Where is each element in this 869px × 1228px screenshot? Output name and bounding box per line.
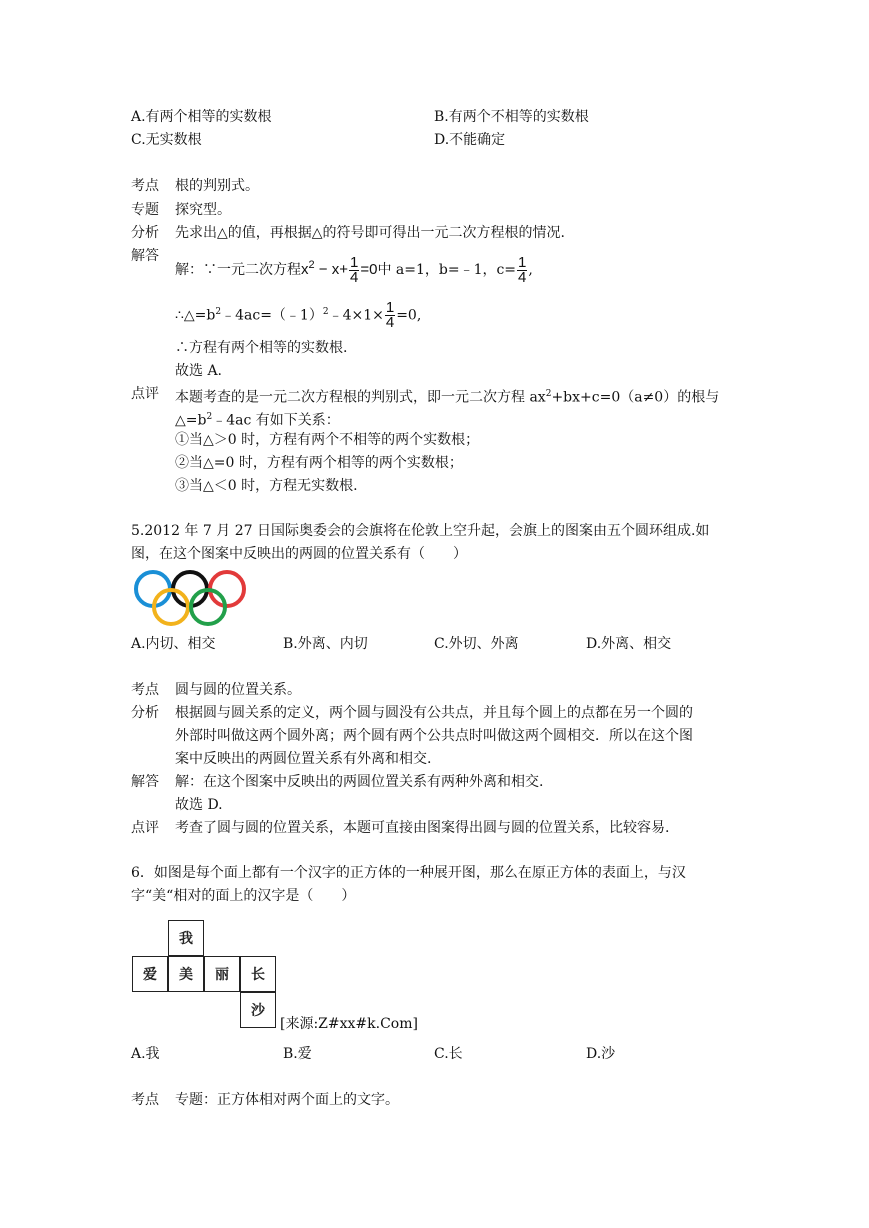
q4-kaodian-text: 根的判别式。 xyxy=(175,178,259,194)
q5-kaodian-label: 考点 xyxy=(131,682,159,698)
jieda-2-mid: ﹣4ac=（﹣1） xyxy=(221,307,323,324)
olympic-rings-figure xyxy=(131,569,249,629)
ring-blue xyxy=(136,572,170,606)
ring-black xyxy=(173,572,207,606)
q5-option-b: B.外离、内切 xyxy=(283,636,368,652)
q4-jieda-line-1 xyxy=(175,250,533,285)
eq-mid: − x+ xyxy=(314,261,348,278)
q5-stem-line-1: 5.2012 年 7 月 27 日国际奥委会的会旗将在伦敦上空升起，会旗上的图案由五个圆环组成.如 xyxy=(131,523,710,539)
net-cell-sha: 沙 xyxy=(240,992,276,1028)
q6-kaodian-label: 考点 xyxy=(131,1092,159,1108)
q6-option-d: D.沙 xyxy=(586,1046,616,1062)
q4-jieda-line-3: ∴方程有两个相等的实数根. xyxy=(175,340,348,356)
jieda-2-mid2: ﹣4×1× xyxy=(328,307,384,324)
q5-option-d: D.外离、相交 xyxy=(586,636,672,652)
eq-frac-num: 1 xyxy=(349,253,359,271)
q5-option-a: A.内切、相交 xyxy=(131,636,216,652)
q4-zhuanti-label: 专题 xyxy=(131,202,159,218)
q6-option-c: C.长 xyxy=(434,1046,463,1062)
q4-option-d: D.不能确定 xyxy=(434,132,506,148)
q5-fenxi-line-2: 外部时叫做这两个圆外离；两个圆有两个公共点时叫做这两个圆相交．所以在这个图 xyxy=(175,728,693,744)
q4-zhuanti-text: 探究型。 xyxy=(175,202,231,218)
net-cell-li: 丽 xyxy=(204,956,240,992)
ring-green xyxy=(191,590,225,624)
q6-option-b: B.爱 xyxy=(283,1046,312,1062)
q6-source-note: [来源:Z#xx#k.Com] xyxy=(280,1016,418,1032)
q5-fenxi-label: 分析 xyxy=(131,705,159,721)
eq-exponent: 2 xyxy=(308,259,315,271)
ring-red xyxy=(210,572,244,606)
q4-kaodian-label: 考点 xyxy=(131,178,159,194)
q5-fenxi-line-1: 根据圆与圆关系的定义，两个圆与圆没有公共点，并且每个圆上的点都在另一个圆的 xyxy=(175,705,693,721)
equation xyxy=(301,253,378,286)
q5-stem-line-2: 图，在这个图案中反映出的两圆的位置关系有（ ） xyxy=(131,546,467,562)
q4-dianping-line-2 xyxy=(175,407,340,431)
q4-dianping-line-5: ③当△＜0 时，方程无实数根. xyxy=(175,478,358,494)
eq-end: =0 xyxy=(360,261,378,278)
dianping-1-sup: 2 xyxy=(545,389,552,399)
q4-dianping-line-1 xyxy=(175,384,719,408)
q5-jieda-line-1: 解：在这个图案中反映出的两圆位置关系有两种外离和相交. xyxy=(175,774,544,790)
q4-option-b: B.有两个不相等的实数根 xyxy=(434,109,589,125)
jieda-1-end: , xyxy=(528,262,533,278)
eq-x: x xyxy=(301,261,309,278)
q4-fenxi-text: 先求出△的值，再根据△的符号即可得出一元二次方程根的情况. xyxy=(175,225,565,241)
net-cell-wo: 我 xyxy=(168,920,204,956)
q6-stem-line-2: 字“美“相对的面上的汉字是（ ） xyxy=(131,888,356,904)
q4-dianping-line-3: ①当△＞0 时，方程有两个不相等的两个实数根； xyxy=(175,432,480,448)
dianping-1-end: +bx+c=0（a≠0）的根与 xyxy=(551,389,720,406)
jieda-2-pre: ∴△=b xyxy=(175,307,216,324)
dianping-2-pre: △=b xyxy=(175,412,207,429)
q5-jieda-label: 解答 xyxy=(131,774,159,790)
c-frac-den: 4 xyxy=(518,268,527,286)
q4-jieda-line-4: 故选 A. xyxy=(175,363,223,379)
dianping-1-pre: 本题考查的是一元二次方程根的判别式，即一元二次方程 ax xyxy=(175,389,546,406)
q5-option-c: C.外切、外离 xyxy=(434,636,519,652)
ring-yellow xyxy=(154,590,188,624)
q4-jieda-line-2 xyxy=(175,297,421,331)
q6-option-a: A.我 xyxy=(131,1046,160,1062)
net-cell-chang: 长 xyxy=(240,956,276,992)
net-cell-mei: 美 xyxy=(168,956,204,992)
c-frac-num: 1 xyxy=(518,253,527,271)
dianping-2-end: ﹣4ac 有如下关系： xyxy=(212,412,340,429)
q5-dianping-label: 点评 xyxy=(131,820,159,836)
dianping-2-sup: 2 xyxy=(206,412,213,422)
q5-kaodian-text: 圆与圆的位置关系。 xyxy=(175,682,301,698)
jieda-1-mid: 中 a=1，b=﹣1，c= xyxy=(377,262,517,278)
q6-stem-line-1: 6．如图是每个面上都有一个汉字的正方体的一种展开图，那么在原正方体的表面上，与汉 xyxy=(131,865,686,881)
q4-fenxi-label: 分析 xyxy=(131,225,159,241)
d-fraction xyxy=(385,301,395,330)
q4-dianping-label: 点评 xyxy=(131,386,159,402)
q6-kaodian-text: 专题：正方体相对两个面上的文字。 xyxy=(175,1092,399,1108)
q4-dianping-line-4: ②当△=0 时，方程有两个相等的两个实数根； xyxy=(175,455,463,471)
q5-dianping-text: 考查了圆与圆的位置关系，本题可直接由图案得出圆与圆的位置关系，比较容易. xyxy=(175,820,670,836)
d-frac-den: 4 xyxy=(385,314,395,332)
net-cell-ai: 爱 xyxy=(132,956,168,992)
eq-frac-den: 4 xyxy=(349,268,359,286)
jieda-2-sup: 2 xyxy=(215,307,222,317)
d-frac-num: 1 xyxy=(385,299,395,317)
q4-option-a: A.有两个相等的实数根 xyxy=(131,109,272,125)
q5-fenxi-line-3: 案中反映出的两圆位置关系有外离和相交. xyxy=(175,751,432,767)
jieda-2-end: =0, xyxy=(396,307,422,324)
jieda-2-sup2: 2 xyxy=(322,307,329,317)
eq-fraction xyxy=(349,253,359,286)
q4-jieda-label: 解答 xyxy=(131,248,159,264)
jieda-1-pre: 解：∵一元二次方程 xyxy=(175,262,301,278)
c-fraction xyxy=(517,253,527,286)
q5-jieda-line-2: 故选 D. xyxy=(175,797,223,813)
q4-option-c: C.无实数根 xyxy=(131,132,202,148)
